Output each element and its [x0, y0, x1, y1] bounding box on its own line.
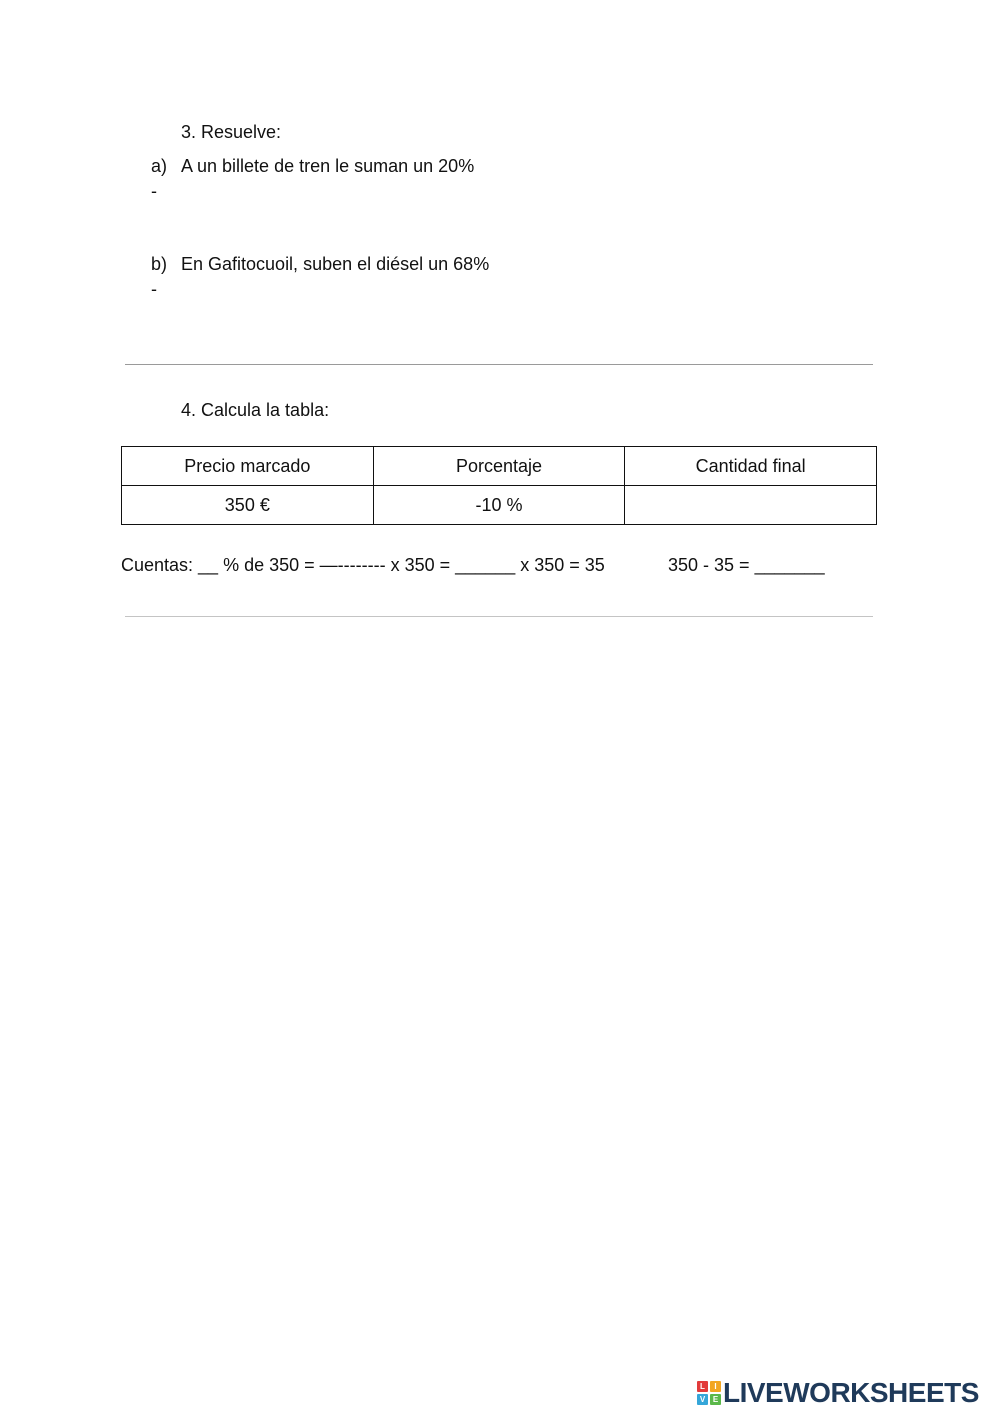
cell-porcentaje: -10 % — [373, 486, 625, 525]
logo-text: LIVEWORKSHEETS — [723, 1377, 979, 1408]
logo-letter-v: V — [697, 1394, 708, 1405]
liveworksheets-logo — [697, 1378, 979, 1408]
item-a-text: A un billete de tren le suman un 20% — [181, 156, 475, 176]
table-header-row — [122, 447, 877, 486]
cell-cantidad-final-answer[interactable] — [625, 486, 877, 525]
header-porcentaje: Porcentaje — [373, 447, 625, 486]
item-b-marker: b) — [151, 254, 168, 274]
section-4-heading: 4. Calcula la tabla: — [181, 400, 330, 420]
header-precio-marcado: Precio marcado — [122, 447, 374, 486]
logo-letter-l: L — [697, 1381, 708, 1392]
table-row — [122, 486, 877, 525]
section-3-heading: 3. Resuelve: — [181, 122, 282, 142]
bottom-divider — [125, 616, 873, 617]
logo-letter-i: I — [710, 1381, 721, 1392]
item-a-answer-dash[interactable]: - — [151, 181, 157, 201]
logo-letter-e: E — [710, 1394, 721, 1405]
work-line-subtraction[interactable]: 350 - 35 = _______ — [668, 555, 825, 575]
calculation-table — [121, 446, 877, 525]
item-b-answer-dash[interactable]: - — [151, 279, 157, 299]
item-a-marker: a) — [151, 156, 168, 176]
section-divider — [125, 364, 873, 365]
item-b-text: En Gafitocuoil, suben el diésel un 68% — [181, 254, 490, 274]
header-cantidad-final: Cantidad final — [625, 447, 877, 486]
cell-precio-marcado: 350 € — [122, 486, 374, 525]
logo-mark-icon — [697, 1381, 721, 1405]
work-line[interactable]: Cuentas: __ % de 350 = —-------- x 350 = ______ x 350 = 35 — [121, 555, 605, 575]
